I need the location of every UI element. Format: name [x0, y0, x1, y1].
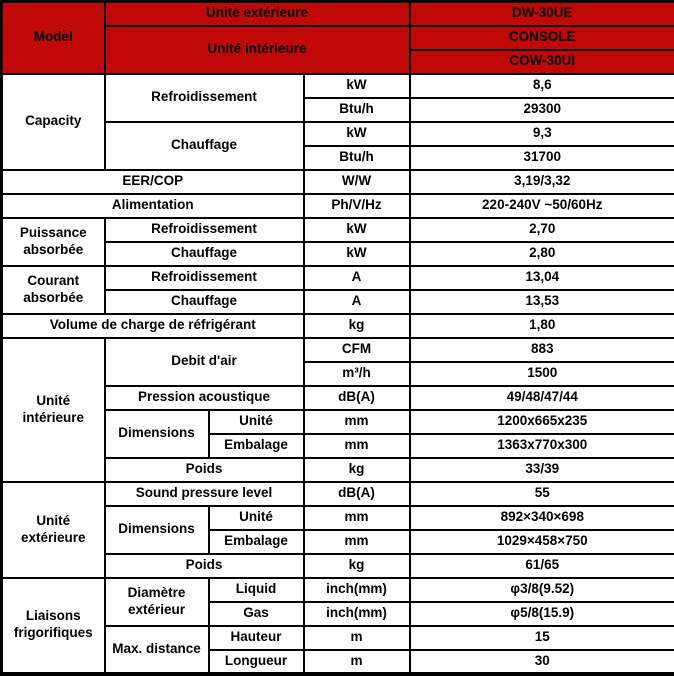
liaisons-liquid-value: φ3/8(9.52)	[410, 578, 674, 602]
puissance-section-label: Puissance absorbée	[2, 218, 105, 266]
indoor-debit-m3h-value: 1500	[410, 362, 674, 386]
outdoor-section-label: Unité extérieure	[2, 482, 105, 578]
indoor-poids-unit: kg	[304, 458, 410, 482]
outdoor-sound-value: 55	[410, 482, 674, 506]
refrigerant-value: 1,80	[410, 314, 674, 338]
capacity-heating-btu-unit: Btu/h	[304, 146, 410, 170]
indoor-dim-unite-label: Unité	[209, 410, 304, 434]
indoor-dim-embalage-value: 1363x770x300	[410, 434, 674, 458]
header-row-1	[2, 2, 674, 26]
courant-heating-unit: A	[304, 290, 410, 314]
capacity-cooling-kw-row	[2, 74, 674, 98]
puissance-cooling-value: 2,70	[410, 218, 674, 242]
capacity-cooling-label: Refroidissement	[105, 74, 304, 122]
model-header-cell: Model	[2, 2, 105, 74]
outdoor-dim-embalage-label: Embalage	[209, 530, 304, 554]
eer-cop-label: EER/COP	[2, 170, 304, 194]
capacity-heating-kw-value: 9,3	[410, 122, 674, 146]
liaisons-liquid-unit: inch(mm)	[304, 578, 410, 602]
outdoor-poids-label: Poids	[105, 554, 304, 578]
outdoor-sound-row	[2, 482, 674, 506]
eer-cop-value: 3,19/3,32	[410, 170, 674, 194]
outdoor-poids-unit: kg	[304, 554, 410, 578]
outdoor-sound-unit: dB(A)	[304, 482, 410, 506]
liaisons-gas-unit: inch(mm)	[304, 602, 410, 626]
courant-heating-label: Chauffage	[105, 290, 304, 314]
liaisons-section-label: Liaisons frigorifiques	[2, 578, 105, 674]
indoor-pression-unit: dB(A)	[304, 386, 410, 410]
liaisons-longueur-value: 30	[410, 650, 674, 674]
outdoor-dim-unite-unit: mm	[304, 506, 410, 530]
liaisons-longueur-label: Longueur	[209, 650, 304, 674]
refrigerant-row	[2, 314, 674, 338]
indoor-type-cell: CONSOLE	[410, 26, 674, 50]
liaisons-gas-value: φ5/8(15.9)	[410, 602, 674, 626]
puissance-cooling-row	[2, 218, 674, 242]
indoor-section-label: Unité intérieure	[2, 338, 105, 482]
liaisons-hauteur-unit: m	[304, 626, 410, 650]
liaisons-gas-label: Gas	[209, 602, 304, 626]
indoor-dim-embalage-label: Embalage	[209, 434, 304, 458]
refrigerant-label: Volume de charge de réfrigérant	[2, 314, 304, 338]
outdoor-dim-embalage-value: 1029×458×750	[410, 530, 674, 554]
puissance-cooling-label: Refroidissement	[105, 218, 304, 242]
courant-cooling-row	[2, 266, 674, 290]
eer-cop-unit: W/W	[304, 170, 410, 194]
capacity-section-label: Capacity	[2, 74, 105, 170]
liaisons-hauteur-value: 15	[410, 626, 674, 650]
puissance-heating-unit: kW	[304, 242, 410, 266]
alimentation-unit: Ph/V/Hz	[304, 194, 410, 218]
courant-section-label: Courant absorbée	[2, 266, 105, 314]
capacity-heating-label: Chauffage	[105, 122, 304, 170]
outdoor-dim-unite-label: Unité	[209, 506, 304, 530]
indoor-dim-unite-unit: mm	[304, 410, 410, 434]
indoor-dim-embalage-unit: mm	[304, 434, 410, 458]
outdoor-unit-header-cell: Unité extérieure	[105, 2, 410, 26]
liaisons-hauteur-label: Hauteur	[209, 626, 304, 650]
outdoor-dim-embalage-unit: mm	[304, 530, 410, 554]
liaisons-longueur-unit: m	[304, 650, 410, 674]
eer-cop-row	[2, 170, 674, 194]
puissance-cooling-unit: kW	[304, 218, 410, 242]
outdoor-sound-label: Sound pressure level	[105, 482, 304, 506]
outdoor-dimensions-label: Dimensions	[105, 506, 209, 554]
indoor-poids-value: 33/39	[410, 458, 674, 482]
courant-heating-value: 13,53	[410, 290, 674, 314]
indoor-pression-label: Pression acoustique	[105, 386, 304, 410]
courant-cooling-unit: A	[304, 266, 410, 290]
indoor-pression-value: 49/48/47/44	[410, 386, 674, 410]
capacity-heating-kw-unit: kW	[304, 122, 410, 146]
capacity-cooling-kw-unit: kW	[304, 74, 410, 98]
indoor-debit-cfm-value: 883	[410, 338, 674, 362]
alimentation-label: Alimentation	[2, 194, 304, 218]
outdoor-dim-unite-value: 892×340×698	[410, 506, 674, 530]
liaisons-liquid-row	[2, 578, 674, 602]
liaisons-diametre-label: Diamètre extérieur	[105, 578, 209, 626]
indoor-debit-cfm-unit: CFM	[304, 338, 410, 362]
indoor-model-cell: COW-30UI	[410, 50, 674, 74]
outdoor-model-cell: DW-30UE	[410, 2, 674, 26]
courant-cooling-label: Refroidissement	[105, 266, 304, 290]
liaisons-distance-label: Max. distance	[105, 626, 209, 674]
capacity-cooling-kw-value: 8,6	[410, 74, 674, 98]
indoor-dim-unite-value: 1200x665x235	[410, 410, 674, 434]
outdoor-poids-value: 61/65	[410, 554, 674, 578]
alimentation-row	[2, 194, 674, 218]
indoor-debit-cfm-row	[2, 338, 674, 362]
indoor-poids-label: Poids	[105, 458, 304, 482]
capacity-cooling-btu-unit: Btu/h	[304, 98, 410, 122]
indoor-debit-m3h-unit: m³/h	[304, 362, 410, 386]
refrigerant-unit: kg	[304, 314, 410, 338]
capacity-cooling-btu-value: 29300	[410, 98, 674, 122]
alimentation-value: 220-240V ~50/60Hz	[410, 194, 674, 218]
indoor-dimensions-label: Dimensions	[105, 410, 209, 458]
capacity-heating-btu-value: 31700	[410, 146, 674, 170]
indoor-debit-label: Debit d'air	[105, 338, 304, 386]
puissance-heating-value: 2,80	[410, 242, 674, 266]
puissance-heating-label: Chauffage	[105, 242, 304, 266]
liaisons-liquid-label: Liquid	[209, 578, 304, 602]
courant-cooling-value: 13,04	[410, 266, 674, 290]
indoor-unit-header-cell: Unité intérieure	[105, 26, 410, 74]
